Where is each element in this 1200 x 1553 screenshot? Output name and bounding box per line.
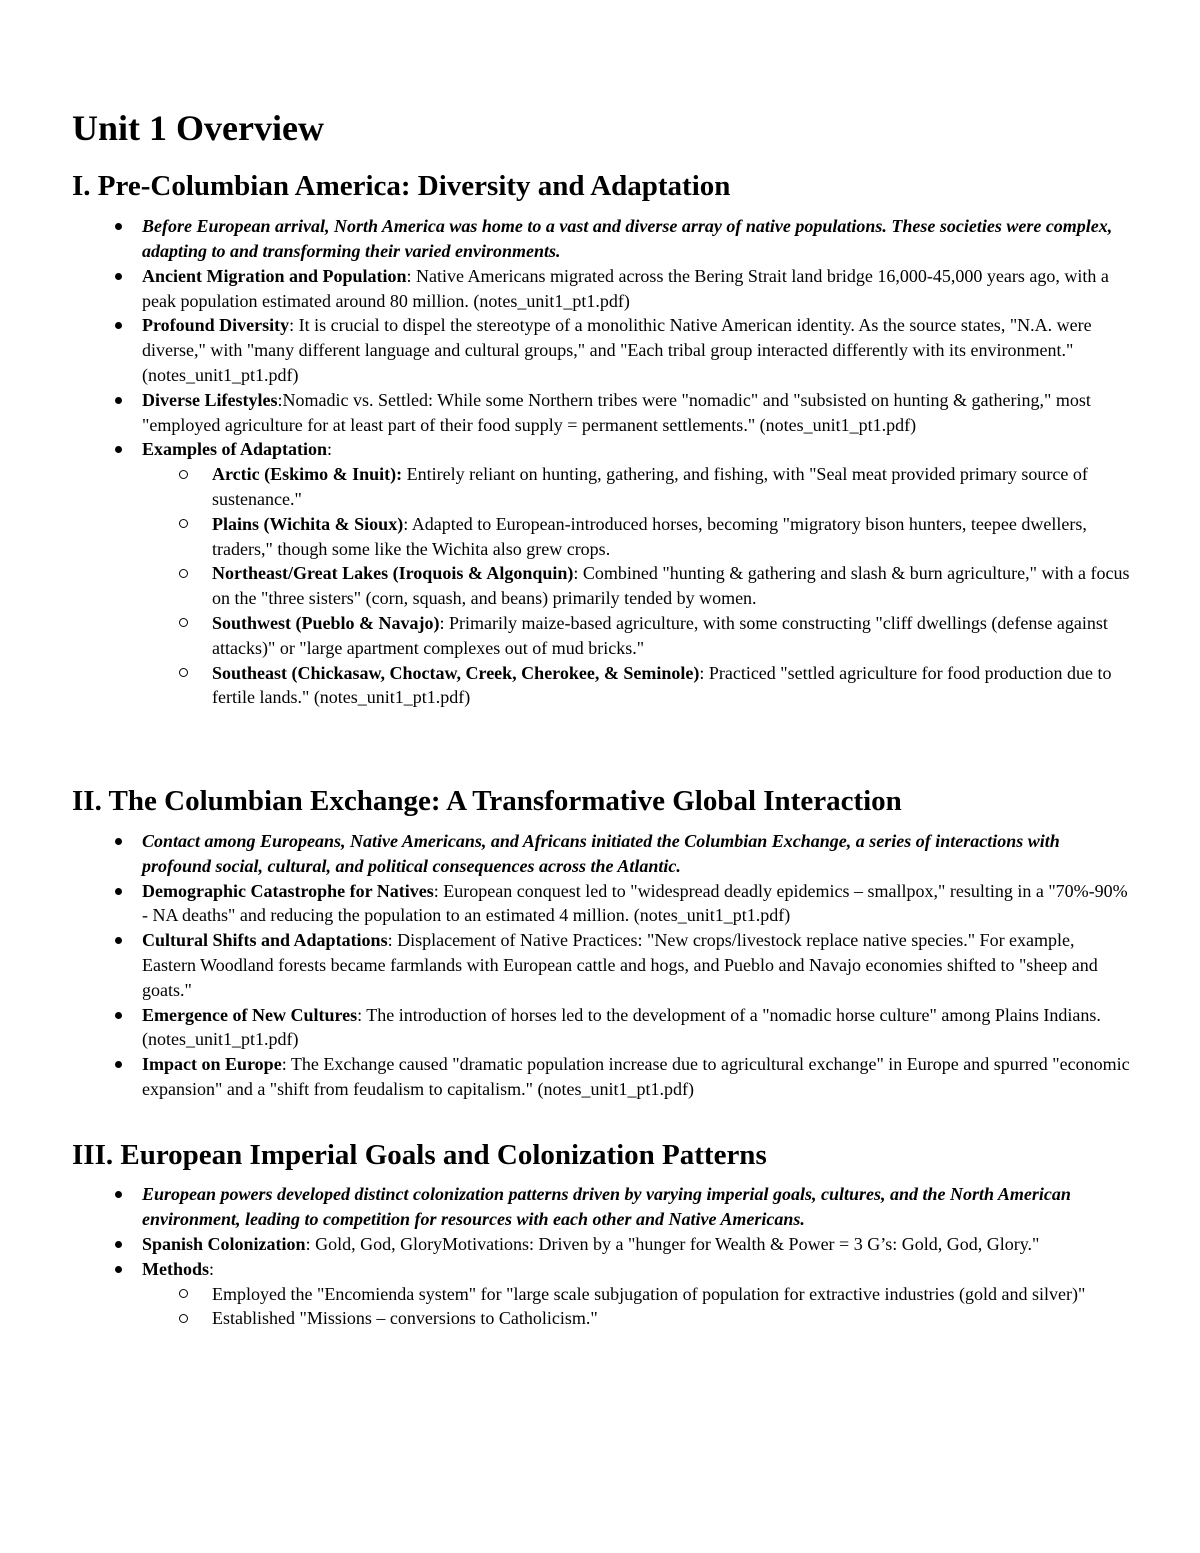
sub-list-item (142, 661, 1132, 711)
item-lead: Examples of Adaptation (142, 439, 328, 460)
item-lead: Plains (Wichita & Sioux) (212, 513, 404, 534)
item-text: :Nomadic vs. Settled: While some Northern tribes were "nomadic" and "subsisted on hunting & gathering," most "employed agriculture for at least part of their food supply = permanent settlements." (notes_unit1_pt1.pdf) (142, 389, 1091, 435)
item-text: : Native Americans migrated across the Bering Strait land bridge 16,000-45,000 years ago, with a peak population estimated around 80 million. (notes_unit1_pt1.pdf) (142, 265, 1109, 311)
item-lead: Spanish Colonization (142, 1234, 306, 1255)
item-text: : (327, 439, 333, 460)
bullet-list (72, 214, 1132, 710)
bullet-list (72, 829, 1132, 1102)
item-text: : The introduction of horses led to the development of a "nomadic horse culture" among Plains Indians. (notes_unit1_pt1.pdf) (142, 1004, 1101, 1050)
item-lead: Emergence of New Cultures (142, 1004, 358, 1025)
list-item (72, 313, 1132, 387)
item-text: : (209, 1258, 215, 1279)
item-lead: Profound Diversity (142, 315, 290, 336)
item-lead: Northeast/Great Lakes (Iroquois & Algonquin) (212, 563, 574, 584)
item-lead: Diverse Lifestyles (142, 389, 278, 410)
list-item (72, 1257, 1132, 1331)
list-item (72, 1052, 1132, 1102)
list-item (72, 1232, 1132, 1257)
section-pre-columbian (72, 169, 1132, 710)
document-title: Unit 1 Overview (72, 108, 324, 148)
summary-text: Before European arrival, North America was home to a vast and diverse array of native populations. These societies were complex, adapting to and transforming their varied environments. (142, 216, 1113, 261)
item-text: : European conquest led to "widespread deadly epidemics – smallpox," resulting in a "70%-90% - NA deaths" and reducing the population to an estimated 4 million. (notes_unit1_pt1.pdf) (142, 880, 1128, 926)
item-text: Employed the "Encomienda system" for "large scale subjugation of population for extractive industries (gold and silver)" (212, 1283, 1086, 1304)
item-text: : Displacement of Native Practices: "New crops/livestock replace native species." For example, Eastern Woodland forests became farmlands with European cattle and hogs, and Pueblo and Navajo economies shifted to "sheep and goats." (142, 930, 1098, 1000)
item-lead: Ancient Migration and Population (142, 265, 407, 286)
item-text: : It is crucial to dispel the stereotype of a monolithic Native American identity. As the source states, "N.A. were diverse," with "many different language and cultural groups," and "Each tribal group interacted differently with its environment." (notes_unit1_pt1.pdf) (142, 315, 1092, 385)
item-text: : Gold, God, GloryMotivations: Driven by a "hunger for Wealth & Power = 3 G’s: Gold, God, Glory." (305, 1234, 1040, 1255)
sub-list-item (142, 611, 1132, 661)
sub-list-item (142, 1282, 1132, 1307)
list-item (72, 437, 1132, 710)
item-text: : Adapted to European-introduced horses, becoming "migratory bison hunters, teepee dwellers, traders," though some like the Wichita also grew crops. (212, 513, 1087, 559)
item-text: : Practiced "settled agriculture for food production due to fertile lands." (notes_unit1_pt1.pdf) (212, 662, 1112, 708)
list-item (72, 1182, 1132, 1232)
item-text: : Primarily maize-based agriculture, with some constructing "cliff dwellings (defense against attacks)" or "large apartment complexes out of mud bricks." (212, 612, 1108, 658)
document-page (72, 108, 1132, 1331)
item-lead: Demographic Catastrophe for Natives (142, 880, 434, 901)
section-european-imperial-goals (72, 1138, 1132, 1332)
item-lead: Methods (142, 1258, 209, 1279)
item-lead: Impact on Europe (142, 1054, 282, 1075)
item-lead: Cultural Shifts and Adaptations (142, 930, 388, 951)
sub-list-item (142, 512, 1132, 562)
item-text: : The Exchange caused "dramatic population increase due to agricultural exchange" in Europe and spurred "economic expansion" and a "shift from feudalism to capitalism." (notes_unit1_pt1.pdf) (142, 1054, 1130, 1099)
section-heading: II. The Columbian Exchange: A Transformative Global Interaction (72, 785, 902, 818)
item-lead: Southeast (Chickasaw, Choctaw, Creek, Cherokee, & Seminole) (212, 662, 700, 683)
bullet-list (72, 1182, 1132, 1331)
list-item (72, 214, 1132, 264)
sub-bullet-list (142, 462, 1132, 710)
item-lead: Southwest (Pueblo & Navajo) (212, 612, 440, 633)
section-heading: I. Pre-Columbian America: Diversity and Adaptation (72, 170, 731, 203)
item-lead: Arctic (Eskimo & Inuit): (212, 464, 403, 485)
list-item (72, 388, 1132, 438)
list-item (72, 1003, 1132, 1053)
sub-list-item (142, 462, 1132, 512)
section-columbian-exchange (72, 784, 1132, 1102)
summary-text: European powers developed distinct colonization patterns driven by varying imperial goals, cultures, and the North American environment, leading to competition for resources with each other and Native Americans. (142, 1184, 1071, 1230)
item-text: Entirely reliant on hunting, gathering, and fishing, with "Seal meat provided primary source of sustenance." (212, 464, 1088, 509)
sub-list-item (142, 561, 1132, 611)
list-item (72, 264, 1132, 314)
section-heading: III. European Imperial Goals and Colonization Patterns (72, 1138, 767, 1171)
item-text: Established "Missions – conversions to Catholicism." (212, 1308, 598, 1329)
list-item (72, 829, 1132, 879)
item-text: : Combined "hunting & gathering and slash & burn agriculture," with a focus on the "three sisters" (corn, squash, and beans) primarily tended by women. (212, 563, 1130, 609)
list-item (72, 928, 1132, 1002)
summary-text: Contact among Europeans, Native Americans, and Africans initiated the Columbian Exchange, a series of interactions with profound social, cultural, and political consequences across the Atlantic. (142, 830, 1060, 876)
sub-bullet-list (142, 1282, 1132, 1332)
list-item (72, 879, 1132, 929)
sub-list-item (142, 1306, 1132, 1331)
